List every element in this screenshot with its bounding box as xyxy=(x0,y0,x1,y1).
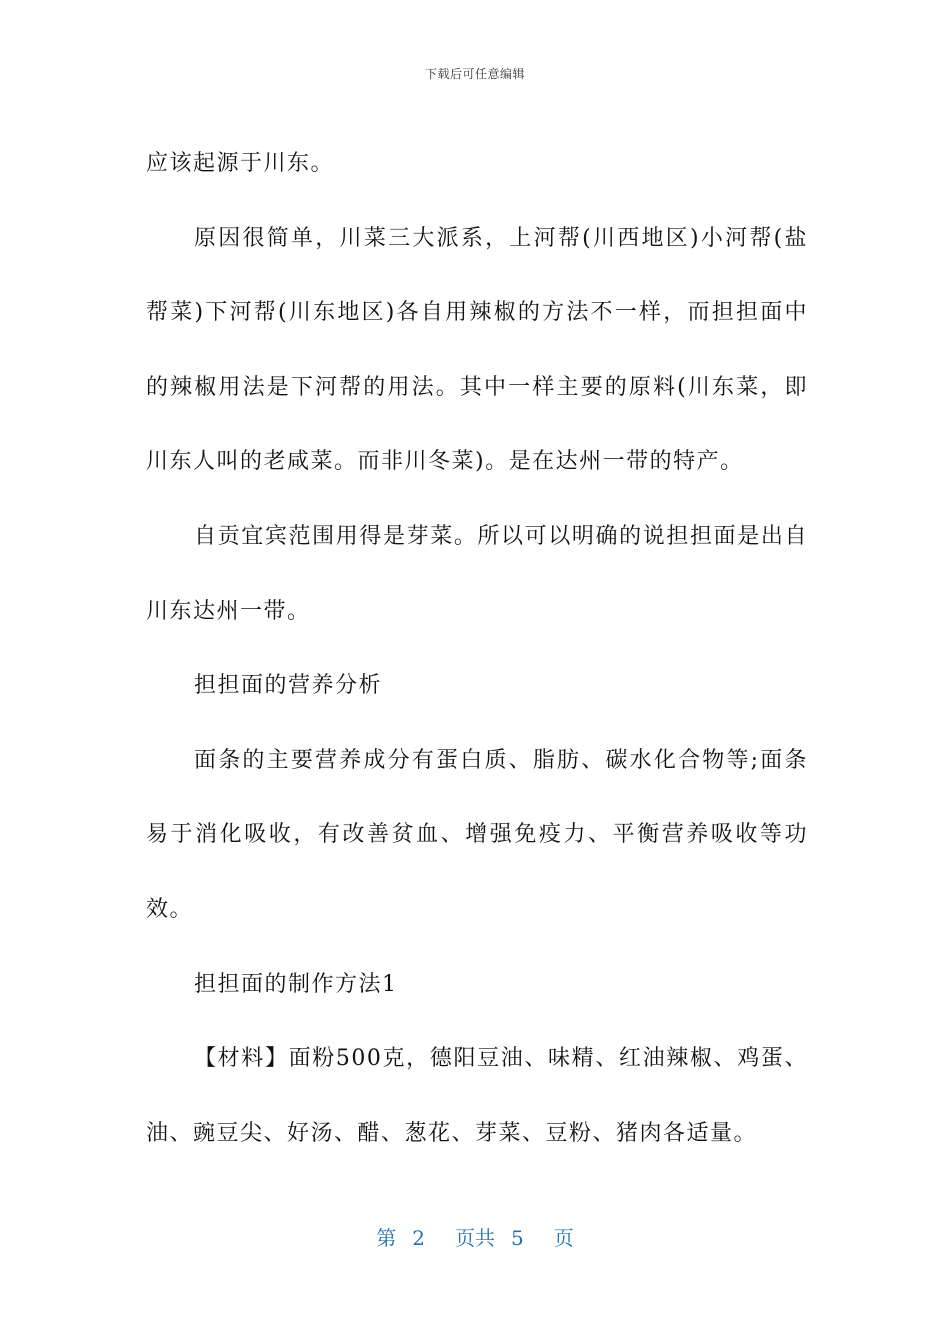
footer-prefix: 第 xyxy=(376,1226,397,1250)
document-body xyxy=(146,127,808,1171)
section-heading-nutrition: 担担面的营养分析 xyxy=(194,673,383,699)
page-footer xyxy=(0,1226,950,1250)
paragraph-conclusion: 自贡宜宾范围用得是芽菜。所以可以明确的说担担面是出自川东达州一带。 xyxy=(146,523,808,624)
paragraph-nutrition: 面条的主要营养成分有蛋白质、脂肪、碳水化合物等;面条易于消化吸收，有改善贫血、增强免疫力、平衡营养吸收等功效。 xyxy=(146,747,808,922)
footer-total-pages: 5 xyxy=(511,1226,524,1250)
paragraph-continuation: 应该起源于川东。 xyxy=(146,151,335,176)
footer-middle: 页共 xyxy=(455,1226,495,1250)
section-heading-method-1: 担担面的制作方法1 xyxy=(194,971,398,997)
paragraph-origin-reason: 原因很简单，川菜三大派系，上河帮(川西地区)小河帮(盐帮菜)下河帮(川东地区)各自用辣椒的方法不一样，而担担面中的辣椒用法是下河帮的用法。其中一样主要的原料(川东菜，即川东人叫的老咸菜。而非川冬菜)。是在达州一带的特产。 xyxy=(146,225,808,475)
page-header: 下载后可任意编辑 xyxy=(424,67,525,81)
paragraph-ingredients: 【材料】面粉500克，德阳豆油、味精、红油辣椒、鸡蛋、油、豌豆尖、好汤、醋、葱花、芽菜、豆粉、猪肉各适量。 xyxy=(146,1046,808,1146)
footer-current-page: 2 xyxy=(412,1226,425,1250)
footer-suffix: 页 xyxy=(553,1226,574,1250)
